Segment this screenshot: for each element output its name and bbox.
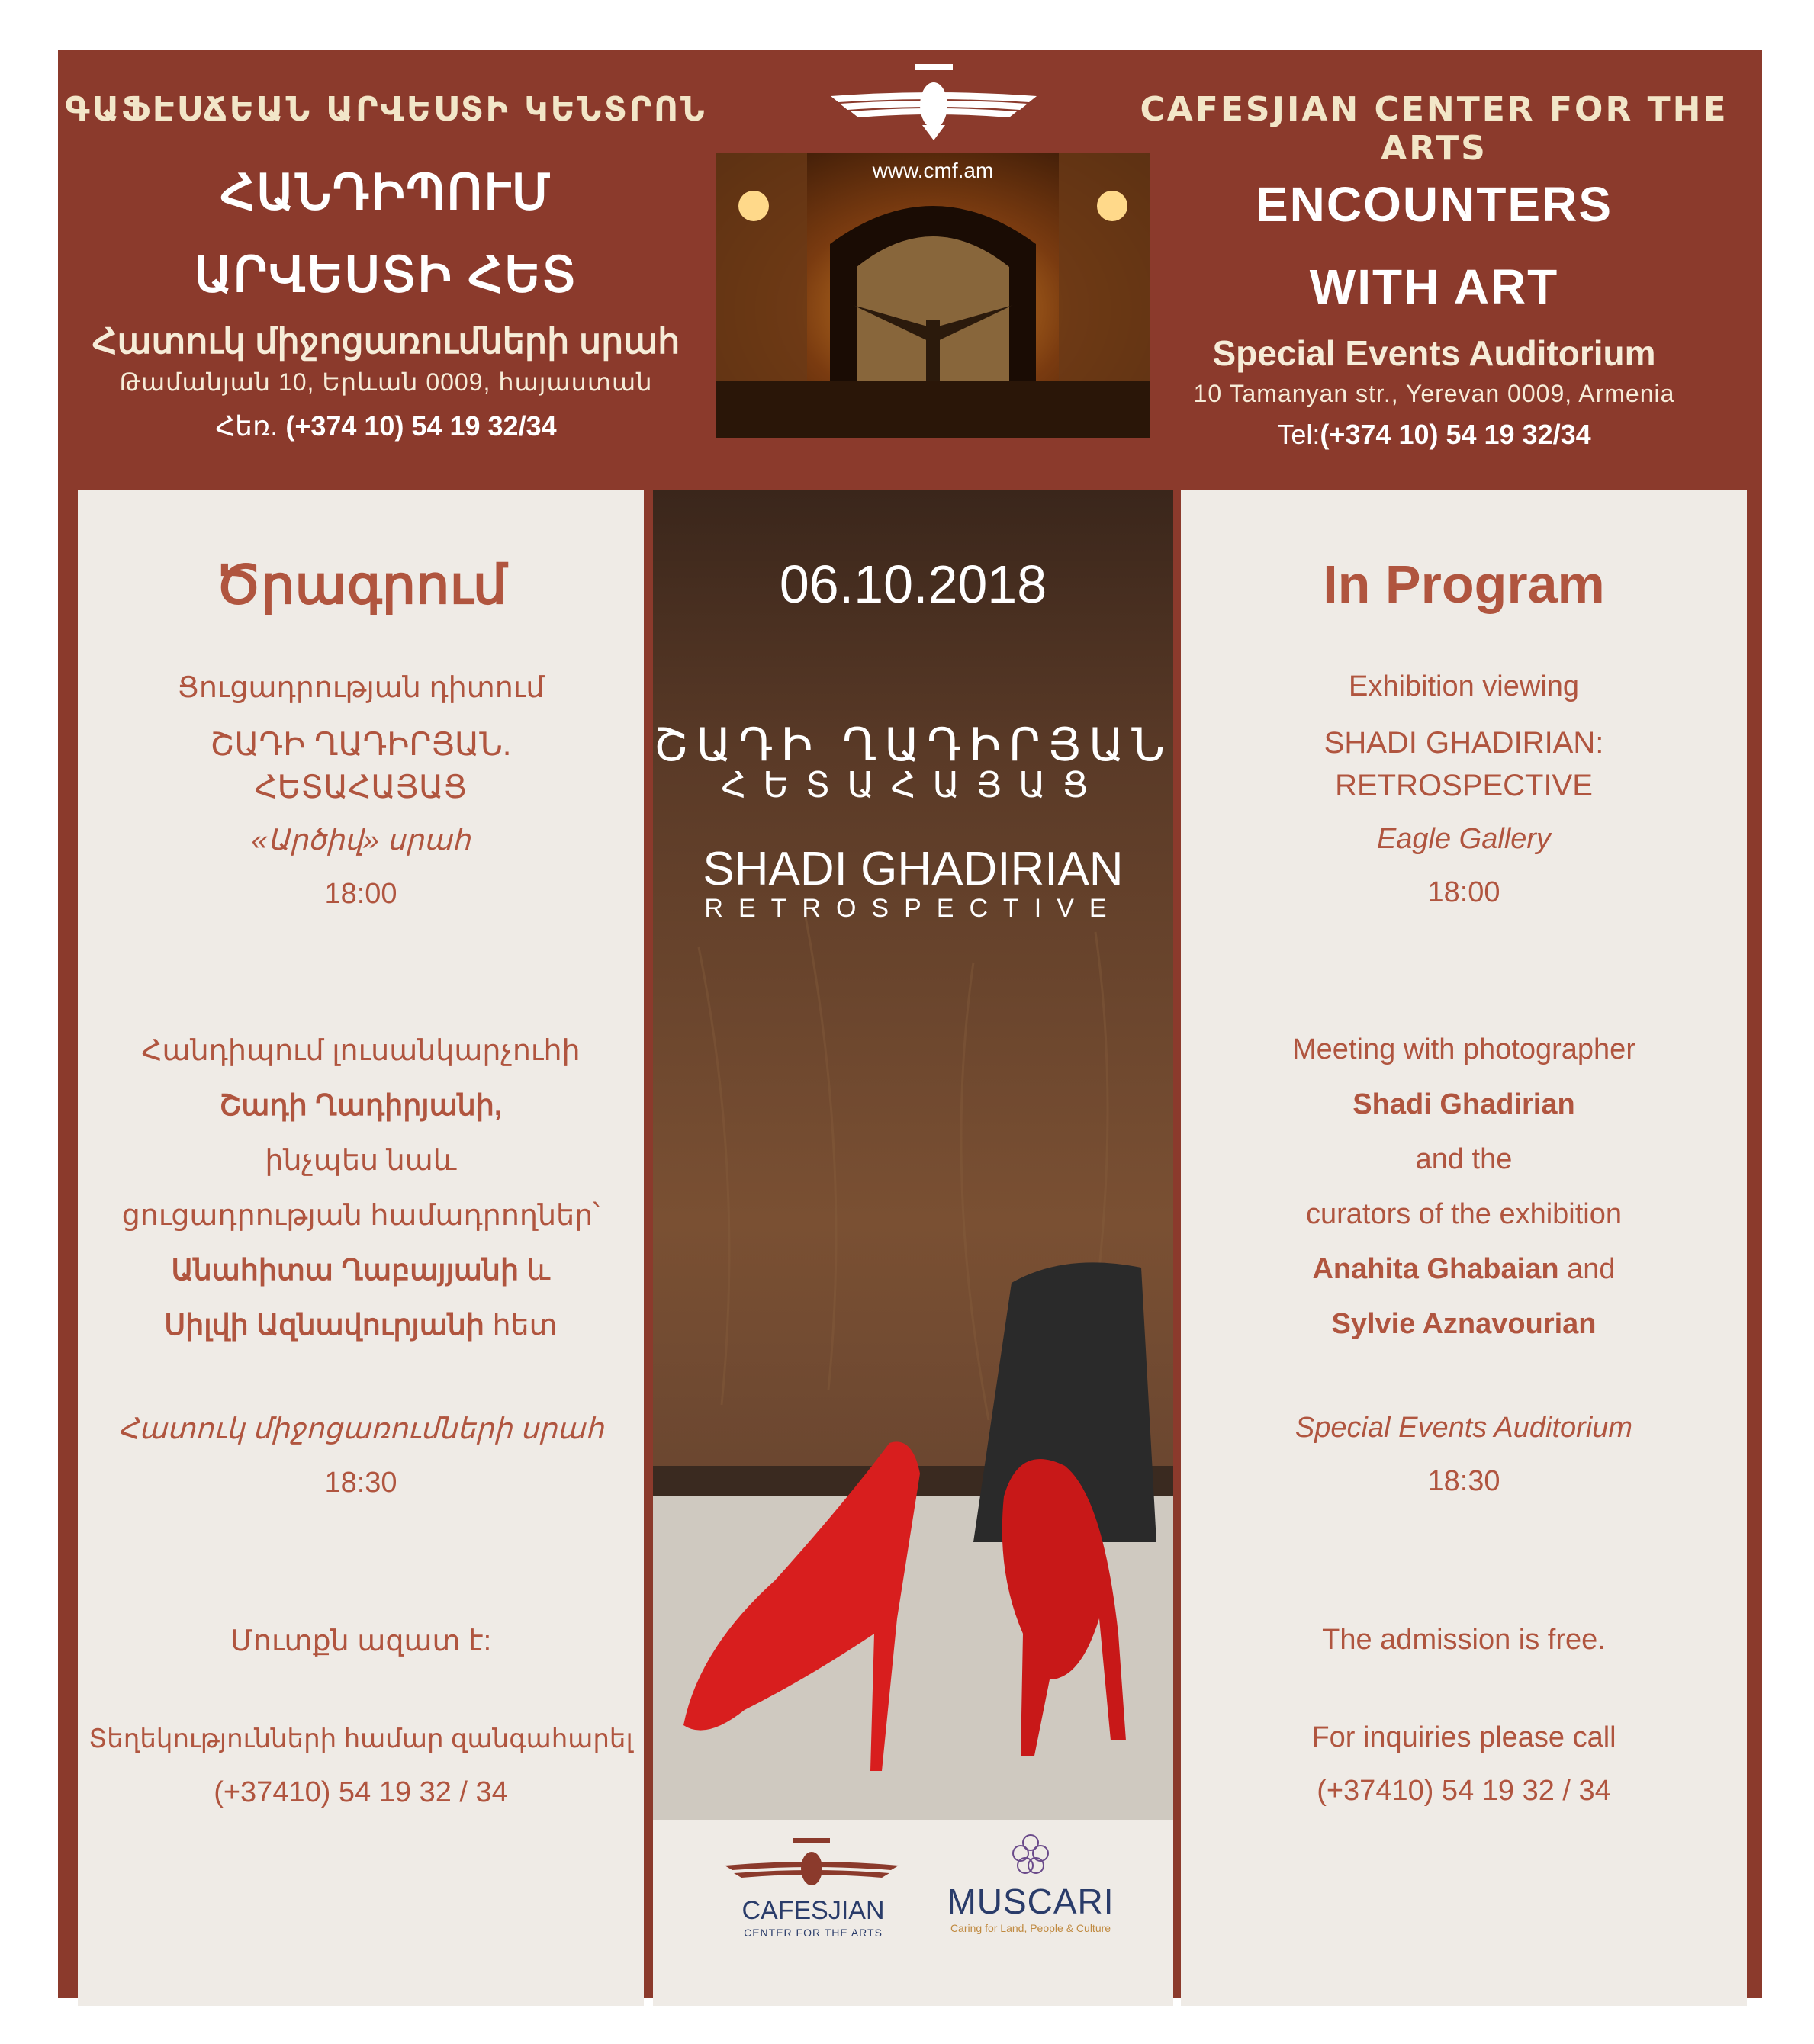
section2-line3: ինչպես նաև xyxy=(265,1145,457,1177)
photographer-name: Շադի Ղադիրյանի, xyxy=(219,1090,503,1122)
event-title-line1: ENCOUNTERS xyxy=(1255,177,1613,232)
poster-frame xyxy=(58,50,1762,1998)
inquiries-note: For inquiries please call xyxy=(1311,1721,1616,1753)
section1-title2: RETROSPECTIVE xyxy=(1335,769,1593,802)
section1-title2: ՀԵՏԱՀԱՅԱՑ xyxy=(254,769,468,805)
inquiries-phone: (+37410) 54 19 32 / 34 xyxy=(1317,1775,1611,1807)
section1-intro: Ցուցադրության դիտում xyxy=(177,672,545,704)
website-url[interactable]: www.cmf.am xyxy=(872,159,994,182)
event-title-line1: ՀԱՆԴԻՊՈՒՄ xyxy=(220,165,552,220)
curator2-name: Sylvie Aznavourian xyxy=(1331,1308,1597,1340)
exhibition-subtitle-armenian: ՀԵՏԱՀԱՅԱՑ xyxy=(721,764,1105,805)
curator1 xyxy=(78,1249,644,1292)
section2-line4: curators of the exhibition xyxy=(1305,1198,1622,1230)
section2-time: 18:30 xyxy=(1427,1465,1500,1497)
section1-title1: ՇԱԴԻ ՂԱԴԻՐՅԱՆ. xyxy=(210,726,512,762)
event-title-line2: WITH ART xyxy=(1309,259,1559,314)
section2-line3: and the xyxy=(1415,1143,1513,1175)
event-title-armenian xyxy=(58,151,714,316)
artist-name-armenian: ՇԱԴԻ ՂԱԴԻՐՅԱՆ xyxy=(654,718,1172,772)
section2-place: Հատուկ միջոցառումների սրահ xyxy=(117,1413,604,1445)
section1-title1: SHADI GHADIRIAN: xyxy=(1324,726,1604,760)
header-armenian xyxy=(58,50,714,442)
section2-time: 18:30 xyxy=(324,1467,397,1499)
left-program xyxy=(78,490,644,1814)
right-program-panel xyxy=(1181,490,1747,2006)
org-name-armenian: ԳԱՖԷՍՃԵԱՆ ԱՐՎԵՍՏԻ ԿԵՆՏՐՈՆ xyxy=(65,90,707,129)
venue-english: Special Events Auditorium xyxy=(1212,333,1656,373)
phone-label: Tel: xyxy=(1277,419,1320,450)
section2-place: Special Events Auditorium xyxy=(1295,1412,1633,1444)
eagle-emblem-icon xyxy=(823,58,1044,142)
curator1-name: Անահիտա Ղաբայյանի xyxy=(171,1255,519,1287)
cafesjian-sub: CENTER FOR THE ARTS xyxy=(744,1927,883,1939)
address-english: 10 Tamanyan str., Yerevan 0009, Armenia xyxy=(1193,380,1675,407)
artist-name-english: SHADI GHADIRIAN xyxy=(703,843,1124,895)
section1-place: Eagle Gallery xyxy=(1376,823,1552,855)
poster-background xyxy=(653,490,1173,1820)
cafesjian-logo-icon xyxy=(720,1835,903,1896)
program-heading: In Program xyxy=(1323,554,1605,614)
curator2-conj: հետ xyxy=(484,1310,558,1342)
curator1-name: Anahita Ghabaian xyxy=(1312,1253,1559,1285)
section1-time: 18:00 xyxy=(324,878,397,910)
left-program-panel xyxy=(78,490,644,2006)
muscari-name: MUSCARI xyxy=(947,1882,1114,1921)
org-name-english: CAFESJIAN CENTER FOR THE ARTS xyxy=(1140,90,1729,168)
event-title-english xyxy=(1106,163,1762,328)
phone-armenian xyxy=(58,410,714,442)
phone-number: (+374 10) 54 19 32/34 xyxy=(285,410,557,442)
phone-number: (+374 10) 54 19 32/34 xyxy=(1320,419,1591,450)
section2-line4: ցուցադրության համադրողներ՝ xyxy=(121,1200,600,1232)
curator1 xyxy=(1181,1248,1747,1290)
cafesjian-name: CAFESJIAN xyxy=(741,1896,885,1925)
event-date: 06.10.2018 xyxy=(779,554,1047,614)
section2-line1: Հանդիպում լուսանկարչուհի xyxy=(141,1035,581,1067)
photographer-name: Shadi Ghadirian xyxy=(1352,1088,1575,1120)
phone-english xyxy=(1106,419,1762,451)
venue-photo-illustration xyxy=(716,153,1150,438)
muscari-flower-icon xyxy=(1004,1827,1057,1881)
venue-armenian: Հատուկ միջոցառումների սրահ xyxy=(92,321,680,361)
exhibition-poster xyxy=(653,490,1173,1820)
curator2 xyxy=(78,1304,644,1347)
curator1-conj: and xyxy=(1558,1253,1616,1285)
right-program xyxy=(1181,490,1747,1812)
section1-place: «Արծիվ» սրահ xyxy=(251,824,471,856)
address-armenian: Թամանյան 10, Երևան 0009, հայաստան xyxy=(119,368,653,396)
section1-intro: Exhibition viewing xyxy=(1348,670,1580,702)
curator2-name: Սիլվի Ազնավուրյանի xyxy=(164,1310,484,1342)
event-title-line2: ԱՐՎԵՍՏԻ ՀԵՏ xyxy=(194,247,578,302)
admission-note: The admission is free. xyxy=(1322,1624,1606,1656)
inquiries-phone: (+37410) 54 19 32 / 34 xyxy=(214,1776,508,1808)
section2-line1: Meeting with photographer xyxy=(1292,1033,1635,1065)
header xyxy=(58,50,1762,477)
admission-note: Մուտքն ազատ է: xyxy=(230,1625,492,1657)
curator2 xyxy=(1181,1303,1747,1345)
venue-photo xyxy=(716,153,1150,438)
header-english xyxy=(1106,50,1762,451)
sponsor-logos xyxy=(653,1820,1173,2006)
inquiries-note: Տեղեկությունների համար զանգահարել xyxy=(88,1724,633,1753)
section1-time: 18:00 xyxy=(1427,876,1500,908)
exhibition-subtitle-english: RETROSPECTIVE xyxy=(704,894,1122,923)
curator1-conj: և xyxy=(519,1255,551,1287)
program-heading: Ծրագրում xyxy=(214,555,507,615)
muscari-tagline: Caring for Land, People & Culture xyxy=(950,1922,1111,1934)
phone-label: Հեռ. xyxy=(215,410,278,442)
